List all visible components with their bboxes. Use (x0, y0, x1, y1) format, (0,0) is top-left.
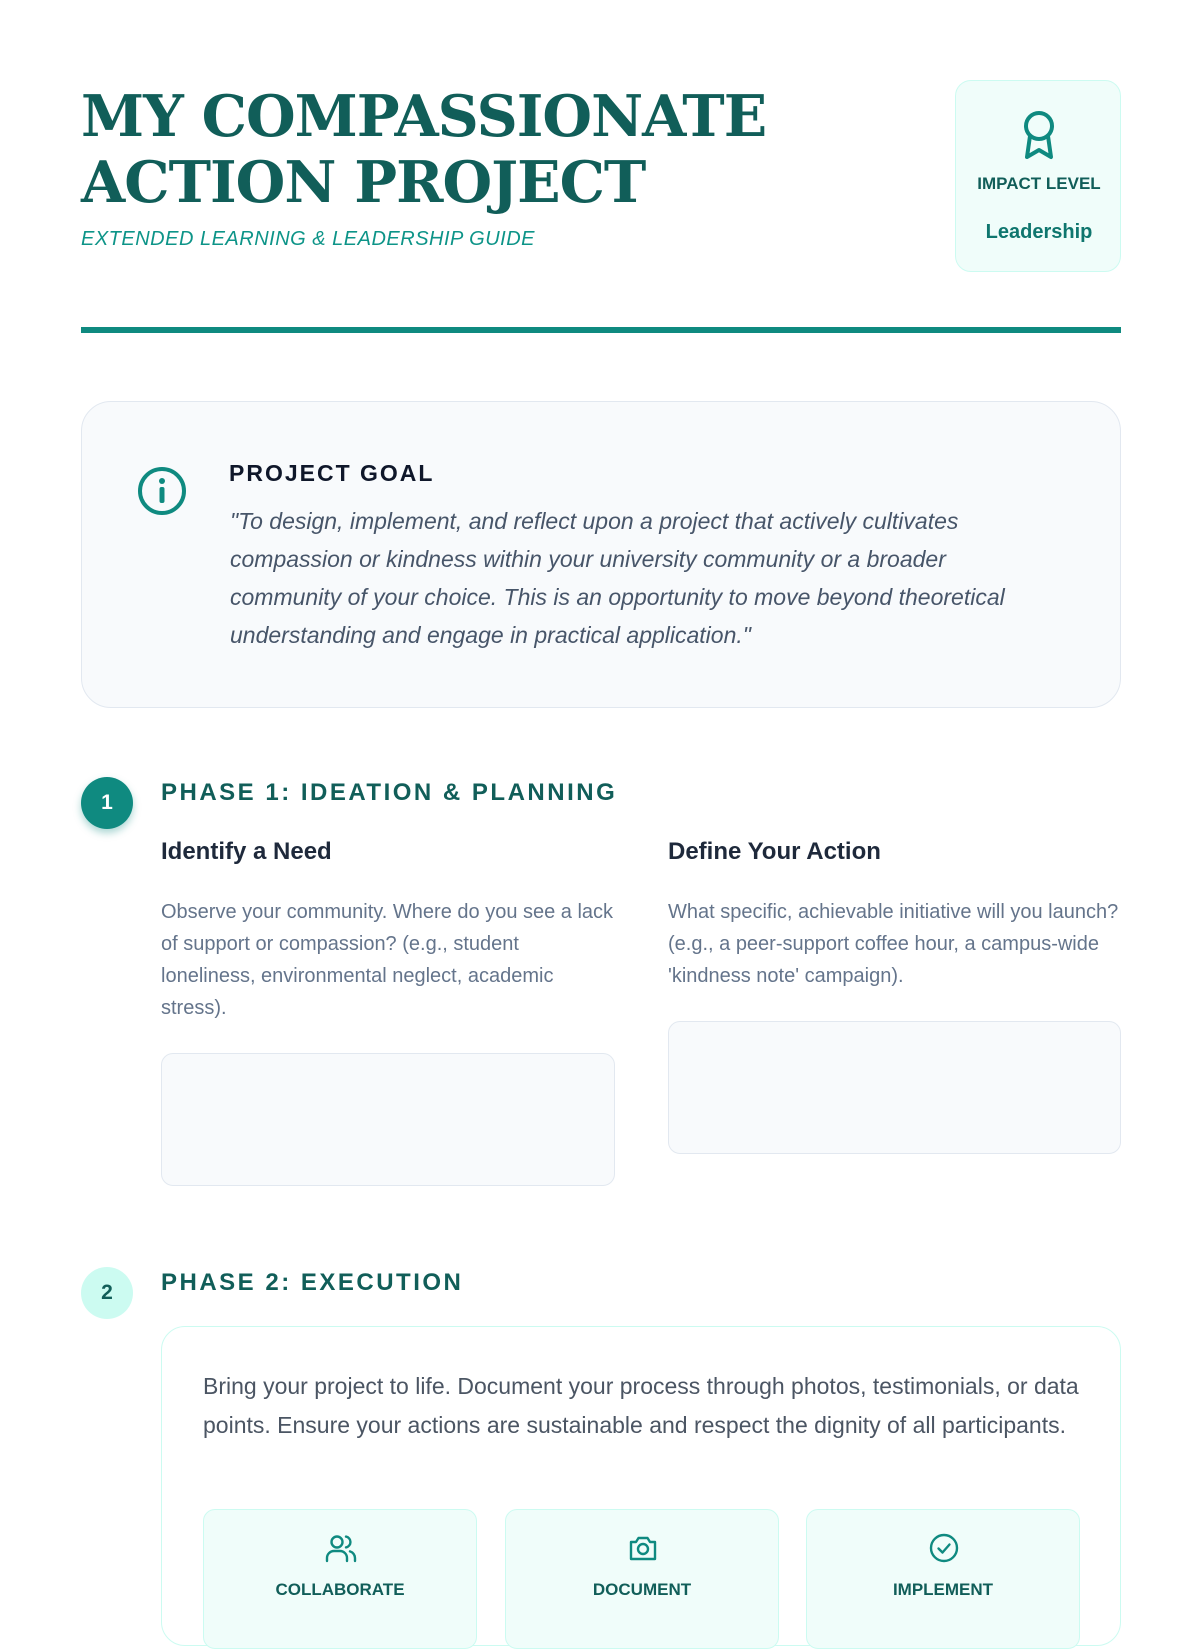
step-label: DOCUMENT (592, 1580, 692, 1599)
page-subtitle: EXTENDED LEARNING & LEADERSHIP GUIDE (81, 228, 536, 250)
identify-need-text: Observe your community. Where do you see a lack of support or compassion? (e.g., student loneliness, environmental neglect, academic stress). (161, 901, 614, 1019)
project-goal-box (81, 401, 1121, 708)
step-document (505, 1509, 779, 1649)
phase-2-number: 2 (81, 1267, 133, 1319)
phase-1-title: PHASE 1: IDEATION & PLANNING (161, 779, 618, 806)
goal-text: "To design, implement, and reflect upon a project that actively cultivates compassion or kindness within your university community or a broader community of your choice. This is an opportunity to move beyond theoretical understanding and engage in practical application." (230, 508, 1005, 648)
define-action-text: What specific, achievable initiative will you launch? (e.g., a peer-support coffee hour, a campus-wide 'kindness note' campaign). (668, 901, 1119, 987)
phase-1-number: 1 (81, 777, 133, 829)
execution-text: Bring your project to life. Document your process through photos, testimonials, or data points. Ensure your actions are sustainable and respect the dignity of all participants. (203, 1373, 1079, 1438)
step-implement (806, 1509, 1080, 1649)
goal-heading: PROJECT GOAL (229, 460, 435, 486)
check-circle-icon (928, 1532, 960, 1564)
step-collaborate (203, 1509, 477, 1649)
info-icon (137, 466, 187, 516)
define-action-heading: Define Your Action (668, 838, 881, 865)
step-label: COLLABORATE (275, 1580, 405, 1599)
badge-value: Leadership (985, 221, 1093, 243)
award-ribbon-icon (1019, 109, 1059, 161)
identify-need-heading: Identify a Need (161, 838, 332, 865)
users-icon (325, 1532, 357, 1564)
header-divider (81, 327, 1121, 333)
execution-card (161, 1326, 1121, 1646)
page-title: MY COMPASSIONATE ACTION PROJECT (81, 83, 767, 216)
phase-2-title: PHASE 2: EXECUTION (161, 1269, 464, 1296)
step-label: IMPLEMENT (892, 1580, 994, 1599)
identify-need-answer-box[interactable] (161, 1053, 615, 1186)
define-action-answer-box[interactable] (668, 1021, 1121, 1154)
impact-level-badge (955, 80, 1121, 272)
badge-label: IMPACT LEVEL (977, 174, 1101, 193)
camera-icon (627, 1532, 659, 1564)
